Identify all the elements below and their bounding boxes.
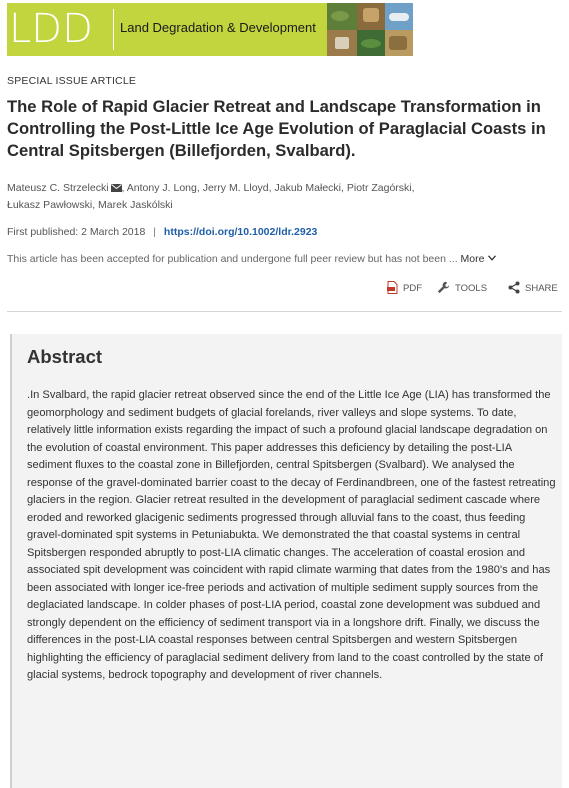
author-link[interactable]: Jerry M. Lloyd: [202, 182, 269, 194]
abstract-section: [10, 334, 562, 788]
acceptance-note-text: This article has been accepted for publication and undergone full peer review but has not been ...: [7, 253, 458, 265]
acceptance-note: [7, 252, 562, 266]
author-link[interactable]: Marek Jaskólski: [98, 199, 173, 211]
pdf-button[interactable]: [387, 281, 422, 297]
author-link[interactable]: Jakub Małecki: [274, 182, 342, 194]
abstract-heading: Abstract: [27, 346, 103, 367]
pdf-label: PDF: [403, 283, 422, 294]
author-list: Mateusz C. Strzelecki , Antony J. Long, Jerry M. Lloyd, Jakub Małecki, Piotr Zagórski, Łukasz Pawłowski, Marek Jaskólski: [7, 182, 415, 211]
section-divider: [7, 311, 562, 312]
share-button[interactable]: [508, 281, 558, 297]
journal-banner[interactable]: [7, 3, 413, 56]
author-link[interactable]: Mateusz C. Strzelecki: [7, 182, 109, 194]
share-icon: [508, 281, 520, 294]
journal-name: Land Degradation & Development: [120, 20, 316, 35]
banner-divider: [113, 9, 114, 50]
first-published-date: 2 March 2018: [81, 226, 146, 238]
publication-info: [7, 225, 317, 239]
email-icon[interactable]: [111, 184, 122, 192]
abstract-text: .In Svalbard, the rapid glacier retreat observed since the end of the Little Ice Age (LIA) has transformed the geomorphology and sediment budgets of glacial forelands, river valleys and slope systems. To date, relatively little information exists regarding the impact of such a profound glacial landscape degradation on the evolution of coastal environment. This paper addresses this deficiency by detailing the post-LIA sediment fluxes to the coastal zone in Billefjorden, central Spitsbergen (Svalbard). We analysed the response of the gravel-dominated barrier coast to the decay of Ferdinandbreen, one of the fastest retreating glaciers in the region. Glacier retreat resulted in the development of paraglacial sediment cascade where eroded and reworked glacigenic sediments progressed through alluvial fans to the coast, thus feeding gravel-dominated spit systems in Petuniabukta. We demonstrated the that coastal systems in central Spitsbergen responded abruptly to post-LIA climatic changes. The acceleration of coastal erosion and associated spit development was coincident with rapid climate warming that dates from the 1980's and has been associated with longer ice-free periods and activation of multiple sediment supply sources from the deglaciated landscape. In colder phases of post-LIA period, coastal zone development was subdued and strongly dependent on the efficiency of sediment transport via in a longshore drift. Finally, we discuss the differences in the post-LIA coastal responses between central Spitsbergen and western Spitsbergen highlighting the efficiency of paraglacial sediment delivery from land to the coast controlled by the state of glacial systems, bedrock topography and development of river channels.: [27, 389, 556, 681]
tools-button[interactable]: [437, 281, 487, 297]
doi-link[interactable]: https://doi.org/10.1002/ldr.2923: [163, 226, 318, 238]
article-type: SPECIAL ISSUE ARTICLE: [7, 75, 137, 87]
wrench-icon: [437, 281, 450, 294]
author-link[interactable]: Piotr Zagórski: [346, 182, 412, 194]
banner-photo-collage: [327, 3, 413, 56]
more-label: More: [460, 253, 485, 265]
pdf-icon: [387, 281, 398, 294]
chevron-down-icon: [488, 255, 496, 261]
share-label: SHARE: [525, 283, 558, 294]
tools-label: TOOLS: [455, 283, 488, 294]
author-link[interactable]: Łukasz Pawłowski: [7, 199, 93, 211]
separator: |: [153, 226, 156, 238]
more-toggle[interactable]: [461, 253, 497, 265]
journal-logo: LDD: [9, 6, 93, 52]
article-title: The Role of Rapid Glacier Retreat and Landscape Transformation in Controlling the Post-Little Ice Age Evolution of Paraglacial Coasts in Central Spitsbergen (Billefjorden, Svalbard).: [7, 97, 546, 160]
first-published-label: First published:: [7, 226, 79, 238]
author-link[interactable]: Antony J. Long: [126, 182, 197, 194]
